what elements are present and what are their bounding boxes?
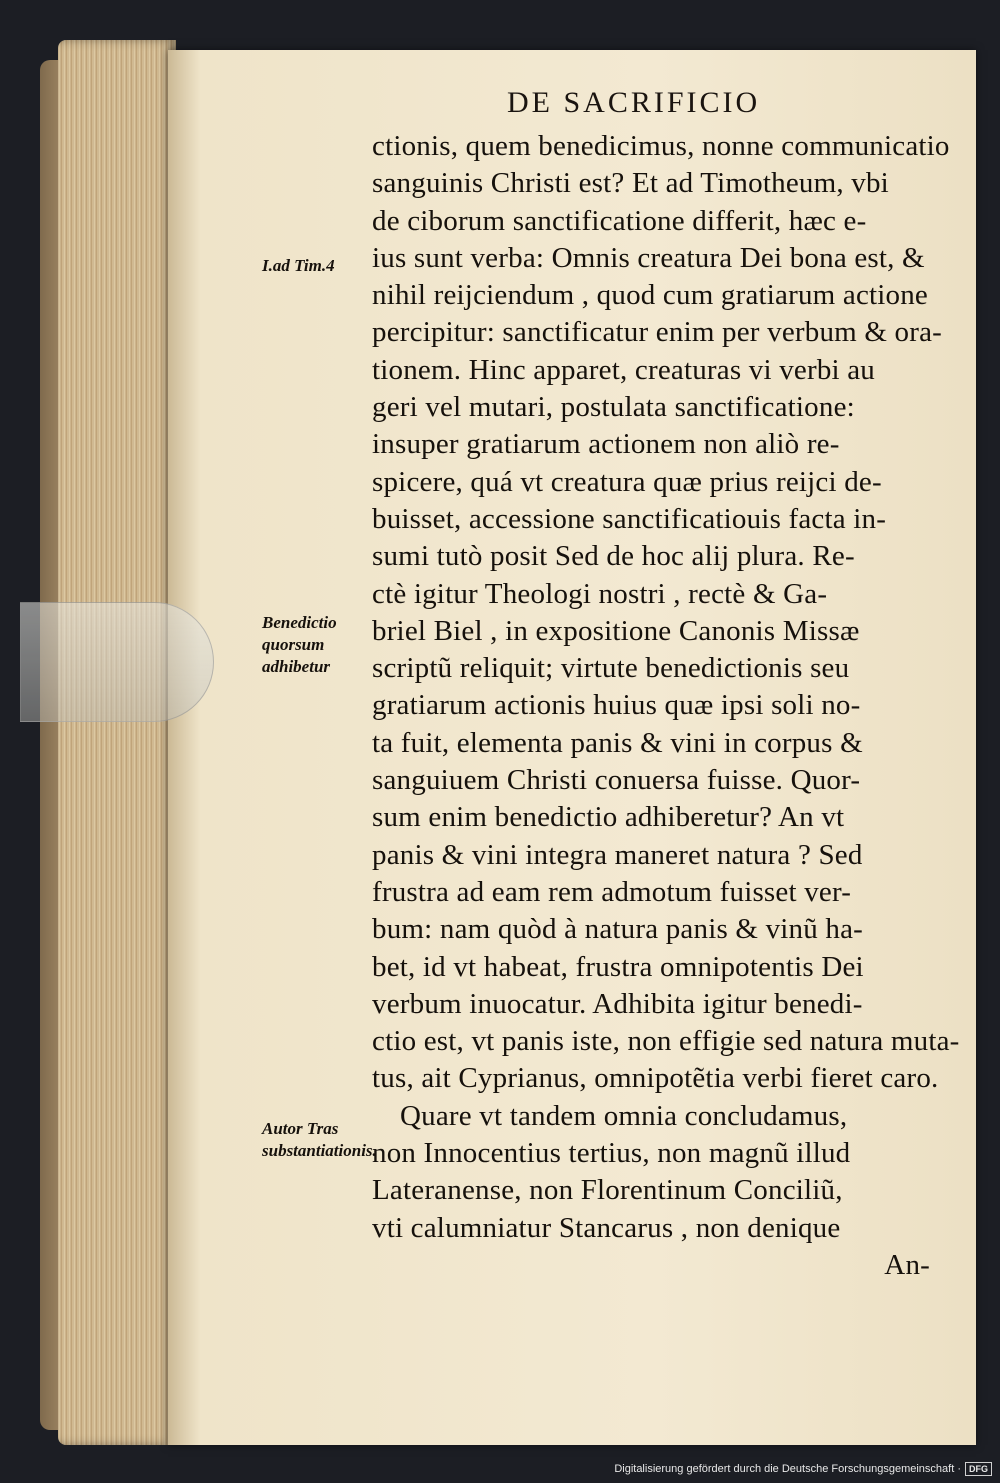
text-line: sumi tutò posit Sed de hoc alij plura. Re-: [372, 540, 855, 573]
page-edges: [58, 40, 176, 1445]
margin-note-scripture-ref: I.ad Tim.4: [262, 256, 335, 275]
text-line: Lateranense, non Florentinum Conciliũ,: [372, 1174, 843, 1207]
text-line: verbum inuocatur. Adhibita igitur benedi-: [372, 987, 863, 1020]
text-line: spicere, quá vt creatura quæ prius reijci de-: [372, 465, 882, 498]
margin-note-benedictio: Benedictio quorsum adhibetur: [262, 613, 337, 676]
text-line: sum enim benedictio adhiberetur? An vt: [372, 801, 845, 834]
text-line: tionem. Hinc apparet, creaturas vi verbi au: [372, 353, 876, 386]
text-line: scriptũ reliquit; virtute benedictionis seu: [372, 652, 850, 685]
text-line: Quare vt tandem omnia concludamus,: [400, 1099, 848, 1132]
text-line: sanguinis Christi est? Et ad Timotheum, vbi: [372, 167, 889, 200]
running-title: DE SACRIFICIO: [507, 86, 761, 119]
text-line: ctio est, vt panis iste, non effigie sed natura muta-: [372, 1025, 960, 1058]
text-line: briel Biel , in expositione Canonis Missæ: [372, 614, 860, 647]
body-text: [372, 128, 960, 1284]
text-line: ta fuit, elementa panis & vini in corpus &: [372, 726, 863, 759]
page-clip: [20, 602, 214, 722]
text-line: nihil reijciendum , quod cum gratiarum actione: [372, 279, 929, 312]
text-line: panis & vini integra maneret natura ? Sed: [372, 838, 863, 871]
dfg-logo: DFG: [965, 1462, 992, 1476]
text-line: gratiarum actionis huius quæ ipsi soli no-: [372, 689, 861, 722]
credit-text: Digitalisierung gefördert durch die Deutsche Forschungsgemeinschaft ·: [614, 1463, 961, 1475]
text-line: ctè igitur Theologi nostri , rectè & Ga-: [372, 577, 828, 610]
text-line: insuper gratiarum actionem non aliò re-: [372, 428, 840, 461]
text-line: de ciborum sanctificatione differit, hæc e-: [372, 204, 867, 237]
text-line: bet, id vt habeat, frustra omnipotentis Dei: [372, 950, 864, 983]
margin-note-autor: Autor Tras substantiationis.: [262, 1119, 377, 1160]
text-line: buisset, accessione sanctificatiouis facta in-: [372, 502, 887, 535]
digitization-credit: [614, 1461, 992, 1477]
text-line: sanguiuem Christi conuersa fuisse. Quor-: [372, 764, 861, 797]
catchword: An-: [884, 1248, 930, 1281]
text-line: frustra ad eam rem admotum fuisset ver-: [372, 875, 852, 908]
text-line: geri vel mutari, postulata sanctificatione:: [372, 391, 855, 424]
text-line: bum: nam quòd à natura panis & vinũ ha-: [372, 913, 864, 946]
text-line: tus, ait Cyprianus, omnipotẽtia verbi fieret caro.: [372, 1062, 939, 1095]
text-line: non Innocentius tertius, non magnũ illud: [372, 1137, 851, 1170]
text-line: vti calumniatur Stancarus , non denique: [372, 1211, 841, 1244]
text-line: percipitur: sanctificatur enim per verbum & ora-: [372, 316, 943, 349]
text-line: ctionis, quem benedicimus, nonne communicatio: [372, 130, 950, 162]
text-line: ius sunt verba: Omnis creatura Dei bona est, &: [372, 241, 925, 274]
